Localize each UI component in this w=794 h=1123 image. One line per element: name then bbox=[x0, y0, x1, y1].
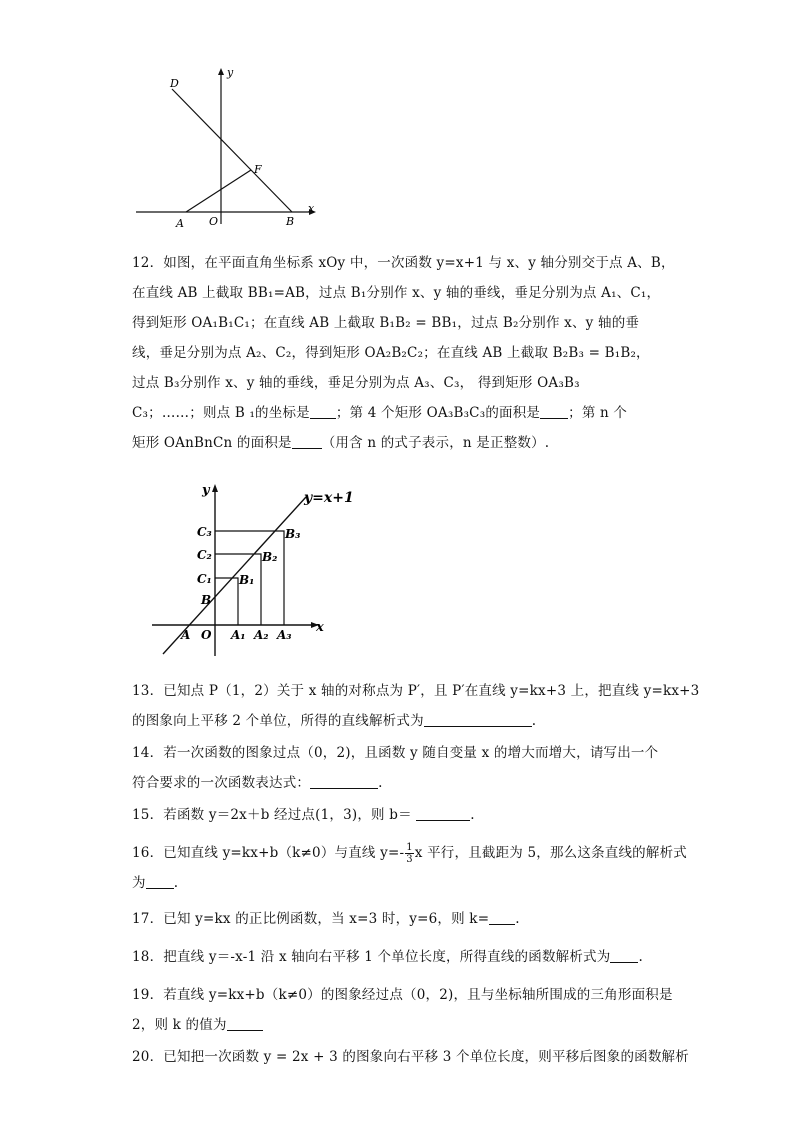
question-16 bbox=[132, 838, 687, 898]
label-b2: B₂ bbox=[262, 550, 278, 564]
answer-blank bbox=[146, 872, 174, 889]
answer-blank bbox=[610, 946, 638, 963]
label-a3: A₃ bbox=[277, 628, 292, 642]
answer-blank bbox=[310, 772, 378, 789]
label-x: x bbox=[308, 202, 315, 215]
y-axis-arrow bbox=[218, 68, 224, 75]
q17-line-1: 17．已知 y=kx 的正比例函数，当 x=3 时，y=6，则 k= . bbox=[132, 904, 664, 934]
answer-blank bbox=[489, 908, 515, 925]
q16-line-2: 为 . bbox=[132, 868, 664, 898]
label-y: y bbox=[227, 66, 234, 79]
q15-line-1: 15．若函数 y＝2x＋b 经过点(1，3)，则 b＝ . bbox=[132, 800, 664, 830]
line-db bbox=[172, 89, 292, 212]
answer-blank bbox=[540, 402, 568, 419]
label-c3: C₃ bbox=[197, 525, 212, 539]
q13-line-2: 的图象向上平移 2 个单位，所得的直线解析式为 . bbox=[132, 706, 664, 736]
q12-line-7: 矩形 OAnBnCn 的面积是 （用含 n 的式子表示，n 是正整数）. bbox=[132, 428, 664, 458]
fraction-one-third: $\frac{1}{3}$ bbox=[406, 842, 413, 865]
label-o: O bbox=[209, 215, 219, 228]
question-13 bbox=[132, 676, 700, 736]
q12-line-4: 线，垂足分别为点 A₂、C₂，得到矩形 OA₂B₂C₂；在直线 AB 上截取 B₂B₃ = B₁B₂， bbox=[132, 345, 650, 361]
label-a2: A₂ bbox=[254, 628, 269, 642]
question-15 bbox=[132, 800, 664, 830]
label-b3: B₃ bbox=[285, 527, 301, 541]
q18-line-1: 18．把直线 y＝-x-1 沿 x 轴向右平移 1 个单位长度，所得直线的函数解析式为 . bbox=[132, 942, 664, 972]
q19-line-1: 19．若直线 y=kx+b（k≠0）的图象经过点（0，2)，且与坐标轴所围成的三角形面积是 bbox=[132, 987, 673, 1003]
q12-line-5: 过点 B₃分别作 x、y 轴的垂线，垂足分别为点 A₃、C₃， 得到矩形 OA₃B₃ bbox=[132, 375, 580, 391]
answer-blank bbox=[310, 402, 336, 419]
label-y: y bbox=[202, 483, 210, 498]
figure-q12 bbox=[150, 480, 354, 660]
y-axis-arrow bbox=[212, 484, 218, 492]
question-18 bbox=[132, 942, 664, 972]
q12-line-2: 在直线 AB 上截取 BB₁=AB，过点 B₁分别作 x、y 轴的垂线，垂足分别为点 A₁、C₁， bbox=[132, 285, 661, 301]
label-c1: C₁ bbox=[197, 572, 212, 586]
q13-line-1: 13．已知点 P（1，2）关于 x 轴的对称点为 P′，且 P′在直线 y=kx+3 上，把直线 y=kx+3 bbox=[132, 683, 700, 699]
label-d: D bbox=[170, 77, 179, 90]
question-14 bbox=[132, 738, 664, 798]
q14-line-1: 14．若一次函数的图象过点（0，2)，且函数 y 随自变量 x 的增大而增大，请写出一个 bbox=[132, 745, 659, 761]
label-b: B bbox=[201, 593, 212, 607]
q16-line-1: 16．已知直线 y=kx+b（k≠0）与直线 y=- $\frac{1}{3}$ x 平行，且截距为 5，那么这条直线的解析式 bbox=[132, 842, 687, 865]
label-o: O bbox=[201, 628, 212, 642]
q12-line-1: 12．如图，在平面直角坐标系 xOy 中，一次函数 y=x+1 与 x、y 轴分别交于点 A、B， bbox=[132, 255, 675, 271]
label-line: y=x+1 bbox=[304, 490, 354, 506]
label-a1: A₁ bbox=[231, 628, 246, 642]
answer-blank bbox=[424, 710, 532, 727]
answer-blank bbox=[292, 432, 322, 449]
label-c2: C₂ bbox=[197, 548, 212, 562]
question-17 bbox=[132, 904, 664, 934]
q20-line-1: 20．已知把一次函数 y = 2x + 3 的图象向右平移 3 个单位长度，则平移后图象的函数解析 bbox=[132, 1049, 689, 1065]
label-b: B bbox=[286, 215, 295, 228]
answer-blank bbox=[227, 1014, 263, 1031]
q14-line-2: 符合要求的一次函数表达式： . bbox=[132, 768, 664, 798]
label-b1: B₁ bbox=[239, 573, 255, 587]
label-a: A bbox=[176, 217, 184, 230]
q12-line-6: C₃；……；则点 B ₁的坐标是 ；第 4 个矩形 OA₃B₃C₃的面积是 ；第 n 个 bbox=[132, 398, 664, 428]
question-20 bbox=[132, 1042, 689, 1072]
question-12 bbox=[132, 248, 675, 458]
label-x: x bbox=[316, 620, 324, 635]
label-a: A bbox=[181, 628, 191, 642]
q19-line-2: 2，则 k 的值为 bbox=[132, 1010, 664, 1040]
figure-q11 bbox=[130, 62, 330, 232]
question-19 bbox=[132, 980, 673, 1040]
answer-blank bbox=[416, 804, 470, 821]
segment-af bbox=[186, 170, 251, 212]
label-f: F bbox=[254, 163, 262, 176]
q12-line-3: 得到矩形 OA₁B₁C₁；在直线 AB 上截取 B₁B₂ = BB₁，过点 B₂分别作 x、y 轴的垂 bbox=[132, 315, 640, 331]
